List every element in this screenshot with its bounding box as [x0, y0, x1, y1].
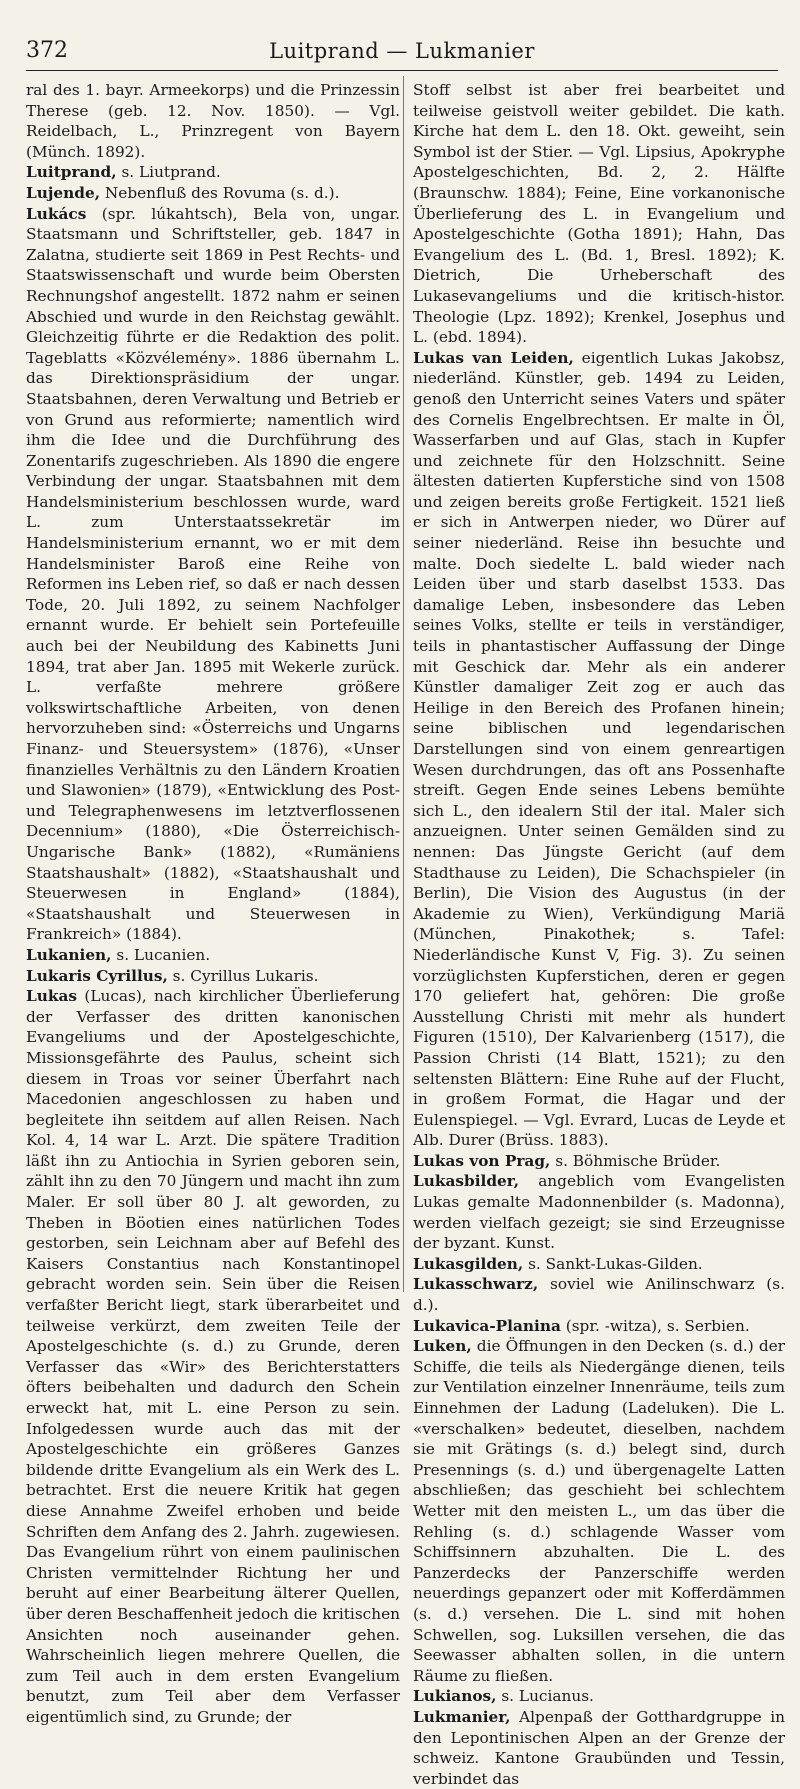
running-title: Luitprand — Lukmanier	[269, 39, 535, 63]
right-column	[413, 80, 785, 1789]
entry-text: Stoff selbst ist aber frei bearbeitet und teilweise geistvoll weiter gebildet. Die kath. Kirche hat dem L. den 18. Okt. geweiht, sein Symbol ist der Stier. — Vgl. Lipsius, Apokryphe Apostelgeschichten, Bd. 2, 2. Hälfte (Braunschw. 1884); Feine, Eine vorkanonische Überlieferung des L. in Evangelium und Apostelgeschichte (Gotha 1891); Hahn, Das Evangelium des L. (Bd. 1, Bresl. 1892); K. Dietrich, Die Urheberschaft des Lukasevangeliums und die kritisch-histor. Theologie (Lpz. 1892); Krenkel, Josephus und L. (ebd. 1894).	[413, 81, 785, 347]
entry	[26, 183, 400, 204]
entry	[413, 1336, 785, 1686]
entry-headword: Lukasgilden,	[413, 1254, 524, 1273]
entry-text: soviel wie Anilinschwarz (s. d.).	[413, 1275, 785, 1315]
entry-text: die Öffnungen in den Decken (s. d.) der Schiffe, die teils als Niedergänge dienen, teils zur Ventilation einzelner Innenräume, teils zum Einnehmen der Ladung (Ladeluken). Die L. «verschalken» bedeutet, dieselben, nachdem sie mit Grätings (s. d.) belegt sind, durch Presennings (s. d.) und übergenagelte Latten abschließen; das geschieht bei schlechtem Wetter mit den meisten L., um das über die Rehling (s. d.) schlagende Wasser vom Schiffsinnern abzuhalten. Die L. des Panzerdecks der Panzerschiffe werden neuerdings gepanzert oder mit Kofferdämmen (s. d.) versehen. Die L. sind mit hohen Schwellen, sog. Luksillen versehen, die das Seewasser abhalten sollen, in die untern Räume zu fließen.	[413, 1337, 785, 1685]
entry-text: (spr. lúkahtsch), Bela von, ungar. Staatsmann und Schriftsteller, geb. 1847 in Zalatna, studierte seit 1869 in Pest Rechts- und Staatswissenschaft und wurde beim Obersten Rechnungshof angestellt. 1872 nahm er seinen Abschied und wurde in den Reichstag gewählt. Gleichzeitig führte er die Redaktion des polit. Tageblatts «Közvélemény». 1886 übernahm L. das Direktionspräsidium der ungar. Staatsbahnen, deren Verwaltung und Betrieb er von Grund aus reformierte; namentlich wird ihm die Idee und die Durchführung des Zonentarifs zugeschrieben. Als 1890 die engere Verbindung der ungar. Staatsbahnen mit dem Handelsministerium beschlossen wurde, ward L. zum Unterstaatssekretär im Handelsministerium ernannt, wo er mit dem Handelsminister Baroß eine Reihe von Reformen ins Leben rief, so daß er nach dessen Tode, 20. Juli 1892, zu seinem Nachfolger ernannt wurde. Er behielt sein Portefeuille auch bei der Neubildung des Kabinetts Juni 1894, trat aber Jan. 1895 mit Wekerle zurück. L. verfaßte mehrere größere volkswirtschaftliche Arbeiten, von denen hervorzuheben sind: «Österreichs und Ungarns Finanz- und Steuersystem» (1876), «Unser finanzielles Verhältnis zu den Ländern Kroatien und Slawonien» (1879), «Entwicklung des Post- und Telegraphenwesens im letztverflossenen Decennium» (1880), «Die Österreichisch-Ungarische Bank» (1882), «Rumäniens Staatshaushalt» (1882), «Staatshaushalt und Steuerwesen in England» (1884), «Staatshaushalt und Steuerwesen in Frankreich» (1884).	[26, 204, 400, 944]
entry-headword: Lukas	[26, 987, 77, 1006]
entry-text: eigentlich Lukas Jakobsz, niederländ. Künstler, geb. 1494 zu Leiden, genoß den Unterricht seines Vaters und später des Cornelis Engelbrechtsen. Er malte in Öl, Wasserfarben und auf Glas, stach in Kupfer und zeichnete für den Holzschnitt. Seine ältesten datierten Kupferstiche sind von 1508 und zeigen bereits große Fertigkeit. 1521 ließ er sich in Antwerpen nieder, wo Dürer auf seiner niederländ. Reise ihn besuchte und malte. Doch siedelte L. bald wieder nach Leiden über und starb daselbst 1533. Das damalige Leben, insbesondere das Leben seines Volks, stellte er teils in verständiger, teils in phantastischer Auffassung der Dinge mit Geschick dar. Mehr als ein anderer Künstler damaliger Zeit zog er auch das Heilige in den Bereich des Profanen hinein; seine biblischen und legendarischen Darstellungen sind von einem genreartigen Wesen durchdrungen, das oft ans Possenhafte streift. Gegen Ende seines Lebens bemühte sich L., den idealern Stil der ital. Maler sich anzueignen. Unter seinen Gemälden sind zu nennen: Das Jüngste Gericht (auf dem Stadthause zu Leiden), Die Schachspieler (in Berlin), Die Vision des Augustus (in der Akademie zu Wien), Verkündigung Mariä (München, Pinakothek; s. Tafel: Niederländische Kunst V, Fig. 3). Zu seinen vorzüglichsten Kupferstichen, deren er gegen 170 geliefert hat, gehören: Die große Ausstellung Christi mit mehr als hundert Figuren (1510), Der Kalvarienberg (1517), die Passion Christi (14 Blatt, 1521); zu den seltensten Blättern: Eine Ruhe auf der Flucht, in großem Format, die Hagar und der Eulenspiegel. — Vgl. Evrard, Lucas de Leyde et Alb. Durer (Brüss. 1883).	[413, 348, 785, 1150]
entry	[413, 1171, 785, 1253]
entry	[413, 80, 785, 348]
entry	[26, 162, 400, 183]
entry-headword: Lukaris Cyrillus,	[26, 966, 168, 985]
entry-headword: Lujende,	[26, 183, 101, 202]
entry	[413, 1254, 785, 1275]
entry-headword: Lukasschwarz,	[413, 1275, 539, 1294]
entry-text: (Lucas), nach kirchlicher Überlieferung der Verfasser des dritten kanonischen Evangeliums und der Apostelgeschichte, Missionsgefährte des Paulus, scheint sich diesem in Troas vor seiner Überfahrt nach Macedonien angeschlossen zu haben und begleitete ihn seitdem auf allen Reisen. Nach Kol. 4, 14 war L. Arzt. Die spätere Tradition läßt ihn zu Antiochia in Syrien geboren sein, zählt ihn zu den 70 Jüngern und macht ihn zum Maler. Er soll über 80 J. alt geworden, zu Theben in Böotien eines natürlichen Todes gestorben, sein Leichnam aber auf Befehl des Kaisers Constantius nach Konstantinopel gebracht worden sein. Sein über die Reisen verfaßter Bericht liegt, stark überarbeitet und teilweise verkürzt, dem zweiten Teile der Apostelgeschichte (s. d.) zu Grunde, deren Verfasser das «Wir» des Berichterstatters öfters beibehalten und dadurch den Schein erweckt hat, mit L. eine Person zu sein. Infolgedessen wurde auch das mit der Apostelgeschichte ein größeres Ganzes bildende dritte Evangelium als ein Werk des L. betrachtet. Erst die neuere Kritik hat gegen diese Annahme Zweifel erhoben und beide Schriften dem Anfang des 2. Jahrh. zugewiesen. Das Evangelium rührt von einem paulinischen Christen vermittelnder Richtung her und beruht auf einer Bearbeitung älterer Quellen, über deren Beschaffenheit jedoch die kritischen Ansichten noch auseinander gehen. Wahrscheinlich liegen mehrere Quellen, die zum Teil auch in dem ersten Evangelium benutzt, zum Teil aber dem Verfasser eigentümlich sind, zu Grunde; der	[26, 987, 400, 1726]
entry-text: s. Cyrillus Lukaris.	[167, 966, 319, 985]
entry-text: (spr. -witza), s. Serbien.	[560, 1316, 750, 1335]
entry	[26, 204, 400, 945]
column-divider	[403, 76, 404, 1292]
entry-headword: Lukavica-Planina	[413, 1316, 561, 1335]
entry	[413, 1707, 785, 1789]
entry	[413, 1316, 785, 1337]
entry-headword: Lukanien,	[26, 945, 112, 964]
page-number: 372	[26, 38, 68, 63]
entry-headword: Luken,	[413, 1337, 472, 1356]
entry-text: s. Lucanien.	[111, 945, 211, 964]
entry-text: s. Lucianus.	[496, 1687, 594, 1706]
entry	[26, 945, 400, 966]
entry-text: s. Böhmische Brüder.	[550, 1151, 721, 1170]
entry	[413, 1151, 785, 1172]
entry-text: s. Liutprand.	[116, 163, 221, 182]
entry-text: angeblich vom Evangelisten Lukas gemalte Madonnenbilder (s. Madonna), werden vielfach gezeigt; sie sind Erzeugnisse der byzant. Kunst.	[413, 1172, 785, 1253]
page-header	[26, 36, 778, 71]
entry	[413, 1274, 785, 1315]
entry-headword: Lukmanier,	[413, 1707, 511, 1726]
entry-text: Nebenfluß des Rovuma (s. d.).	[100, 183, 340, 202]
entry-headword: Lukas van Leiden,	[413, 348, 574, 367]
entry	[413, 1686, 785, 1707]
entry	[26, 966, 400, 987]
entry	[26, 986, 400, 1727]
entry-headword: Luitprand,	[26, 163, 117, 182]
entry-text: s. Sankt-Lukas-Gilden.	[523, 1254, 703, 1273]
entry-headword: Lukasbilder,	[413, 1172, 520, 1191]
entry	[26, 80, 400, 162]
entry-headword: Lukács	[26, 204, 87, 223]
left-column	[26, 80, 400, 1728]
entry-text: ral des 1. bayr. Armeekorps) und die Prinzessin Therese (geb. 12. Nov. 1850). — Vgl. Reidelbach, L., Prinzregent von Bayern (Münch. 1892).	[26, 81, 400, 161]
entry-headword: Lukas von Prag,	[413, 1151, 551, 1170]
entry-text: Alpenpaß der Gotthardgruppe in den Lepontinischen Alpen an der Grenze der schweiz. Kantone Graubünden und Tessin, verbindet das	[413, 1707, 785, 1788]
entry	[413, 348, 785, 1151]
entry-headword: Lukianos,	[413, 1687, 497, 1706]
